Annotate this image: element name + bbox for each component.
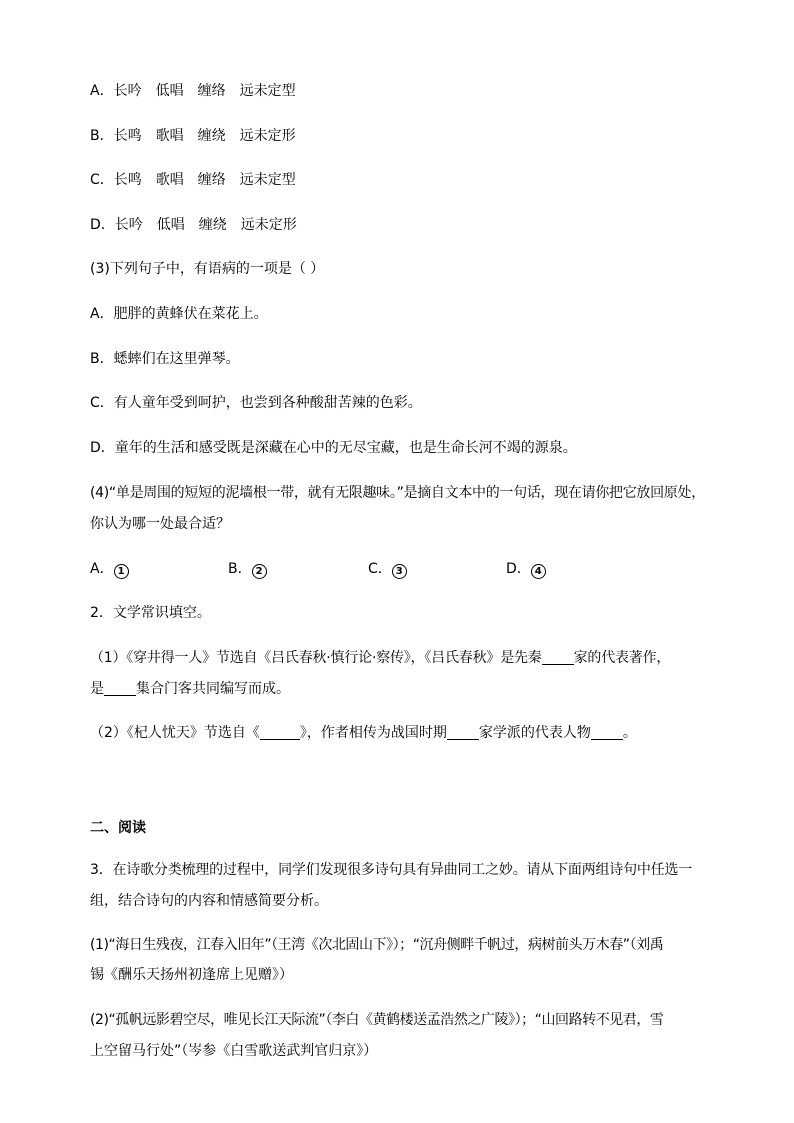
question-2-part1-line1	[90, 648, 670, 668]
poem-group-2-line2: 上空留马行处”（岑参《白雪歌送武判官归京》）	[90, 1043, 378, 1059]
choice-a	[90, 81, 296, 101]
choice-word: 歌唱	[155, 128, 184, 144]
fill-blank[interactable]	[260, 725, 300, 740]
option-letter: B．	[228, 561, 252, 577]
poem-group-2-line1: (2)“孤帆远影碧空尽，唯见长江天际流”（李白《黄鹤楼送孟浩然之广陵》）；“山回路转不见君，雪	[90, 1012, 664, 1028]
question-4-options	[90, 559, 710, 579]
text: 》，作者相传为战国时期	[299, 725, 447, 741]
circled-number: 1	[114, 564, 129, 579]
question-2-title: 2．文学常识填空。	[90, 605, 211, 621]
choice-letter: D．	[90, 217, 115, 233]
choice-word: 缠络	[197, 83, 226, 99]
option-d	[506, 559, 546, 579]
question-4-stem-line1: (4)“单是周围的短短的泥墙根一带，就有无限趣味。”是摘自文本中的一句话，现在请你把它放回原处，	[90, 485, 705, 501]
choice-word: 低唱	[156, 217, 185, 233]
choice-word: 远未定型	[239, 83, 296, 99]
fill-blank[interactable]	[591, 725, 623, 740]
circled-number: 2	[252, 564, 267, 579]
question-3-option-a: A．肥胖的黄蜂伏在菜花上。	[90, 306, 268, 322]
choice-word: 长吟	[114, 217, 143, 233]
question-3-line2: 组，结合诗句的内容和情感简要分析。	[90, 893, 328, 909]
fill-blank[interactable]	[542, 650, 574, 665]
question-4-stem-line2: 你认为哪一处最合适？	[90, 516, 230, 532]
choice-word: 长鸣	[113, 128, 142, 144]
choice-c	[90, 170, 296, 190]
choice-word: 远未定形	[240, 217, 297, 233]
poem-group-1-line1: (1)“海日生残夜，江春入旧年”（王湾《次北固山下》）；“沉舟侧畔千帆过，病树前头万木春”（刘禹	[90, 937, 664, 953]
choice-letter: C．	[90, 172, 114, 188]
choice-word: 低唱	[155, 83, 184, 99]
option-b	[228, 559, 267, 579]
choice-d	[90, 215, 297, 235]
option-letter: D．	[506, 561, 531, 577]
section-heading: 二、阅读	[90, 820, 146, 836]
question-2-part2	[90, 723, 637, 743]
question-3-option-d: D．童年的生活和感受既是深藏在心中的无尽宝藏，也是生命长河不竭的源泉。	[90, 440, 577, 456]
circled-number: 4	[531, 564, 546, 579]
text: 家学派的代表人物	[478, 725, 591, 741]
text: 是	[90, 681, 104, 697]
question-3-option-c: C．有人童年受到呵护，也尝到各种酸甜苦辣的色彩。	[90, 395, 422, 411]
choice-letter: B．	[90, 128, 114, 144]
choice-letter: A．	[90, 83, 114, 99]
choice-word: 缠绕	[197, 128, 226, 144]
choice-word: 缠络	[197, 172, 226, 188]
fill-blank[interactable]	[447, 725, 479, 740]
choice-word: 歌唱	[155, 172, 184, 188]
text: 集合门客共同编写而成。	[136, 681, 290, 697]
question-3-line1: 3．在诗歌分类梳理的过程中，同学们发现很多诗句具有异曲同工之妙。请从下面两组诗句中任选一	[90, 862, 693, 878]
choice-word: 远未定型	[239, 172, 296, 188]
text: （1）《穿井得一人》节选自《吕氏春秋·慎行论·察传》，《吕氏春秋》是先秦	[90, 650, 542, 666]
question-3-stem: (3)下列句子中，有语病的一项是（ ）	[90, 261, 325, 277]
question-3-option-b: B．蟋蟀们在这里弹琴。	[90, 351, 240, 367]
choice-word: 远未定形	[239, 128, 296, 144]
fill-blank[interactable]	[104, 681, 136, 696]
choice-word: 长吟	[113, 83, 142, 99]
text: 。	[622, 725, 637, 741]
choice-word: 长鸣	[113, 172, 142, 188]
option-c	[368, 559, 407, 579]
option-letter: A．	[90, 561, 114, 577]
choice-b	[90, 126, 296, 146]
choice-word: 缠绕	[198, 217, 227, 233]
poem-group-1-line2: 锡《酬乐天扬州初逢席上见赠》）	[90, 967, 293, 983]
option-letter: C．	[368, 561, 392, 577]
question-2-part1-line2	[90, 679, 290, 699]
text: （2）《杞人忧天》节选自《	[90, 725, 260, 741]
text: 家的代表著作，	[573, 650, 671, 666]
option-a	[90, 559, 129, 579]
circled-number: 3	[392, 564, 407, 579]
